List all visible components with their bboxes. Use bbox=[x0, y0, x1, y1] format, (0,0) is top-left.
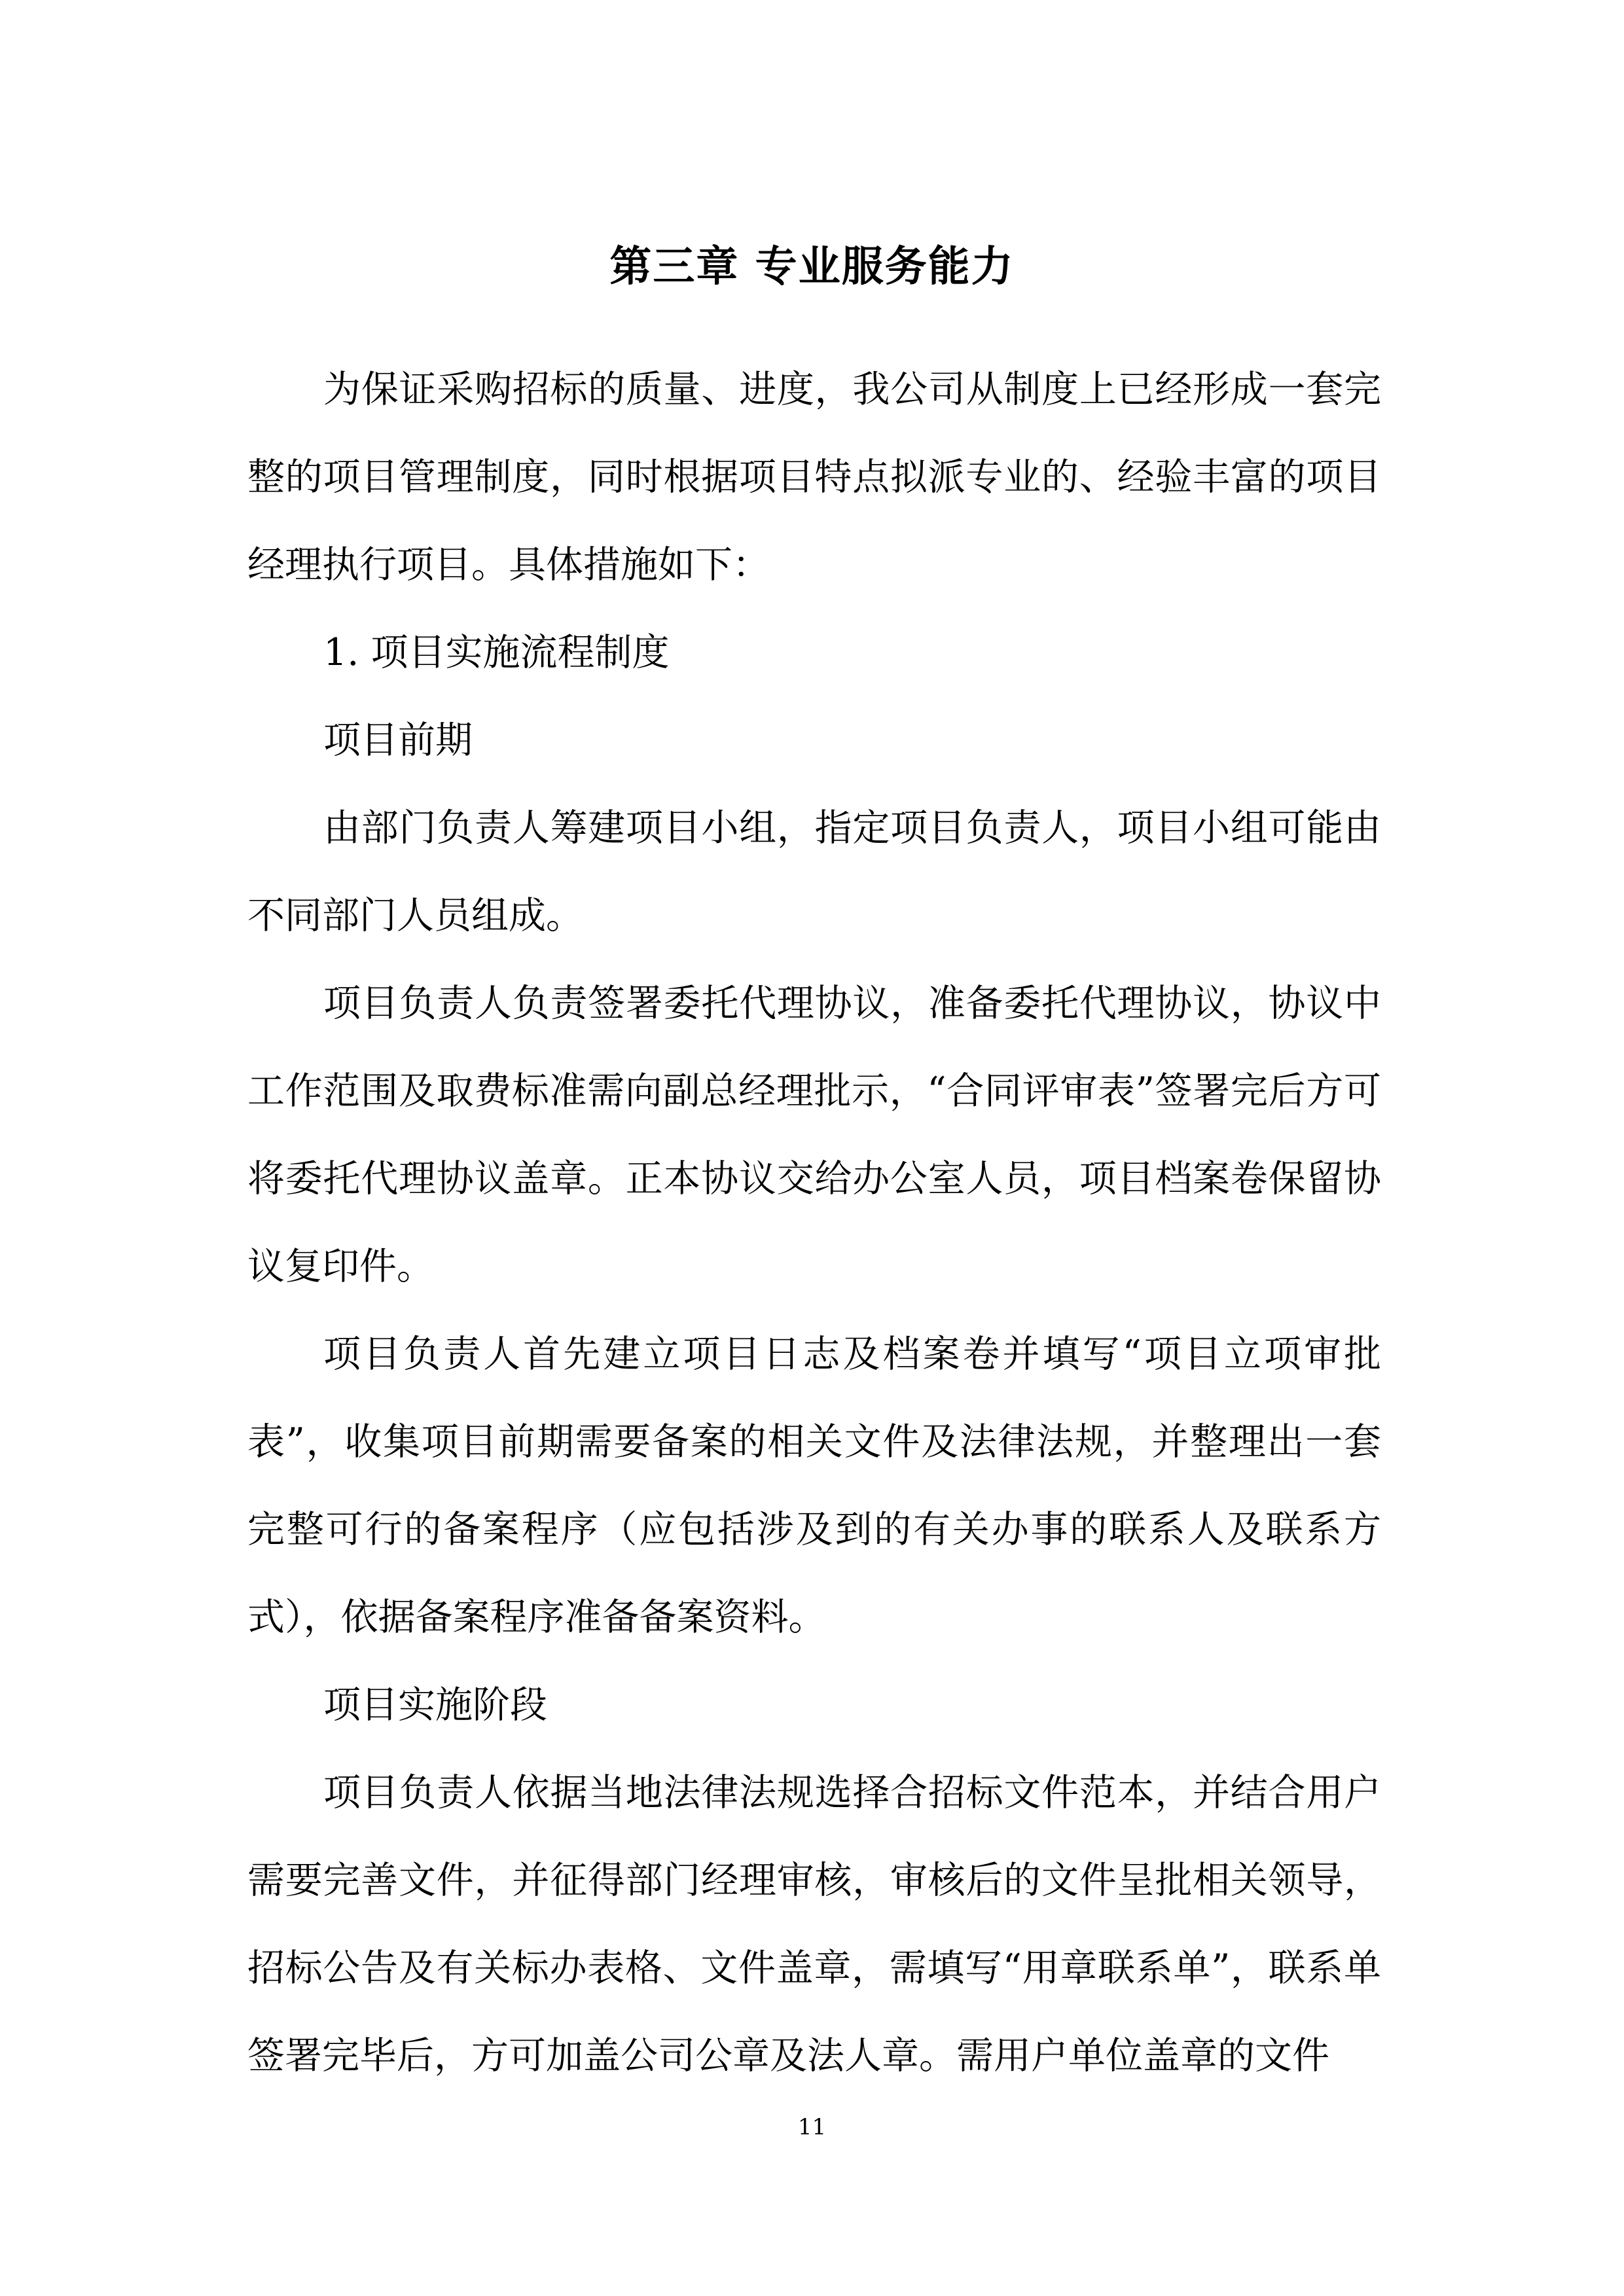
section-heading-implementation-process: 1. 项目实施流程制度 bbox=[323, 631, 670, 674]
page-number: 11 bbox=[797, 2114, 827, 2140]
subheading-project-early-stage: 项目前期 bbox=[323, 719, 473, 762]
chapter-title: 第三章 专业服务能力 bbox=[609, 242, 1015, 291]
paragraph-project-team: 由部门负责人筹建项目小组，指定项目负责人，项目小组可能由不同部门人员组成。 bbox=[247, 806, 1381, 937]
paragraph-bidding-documents: 项目负责人依据当地法律法规选择合招标文件范本，并结合用户需要完善文件，并征得部门经理审核，审核后的文件呈批相关领导，招标公告及有关标办表格、文件盖章，需填写“用章联系单”，联系单签署完毕后，方可加盖公司公章及法人章。需用户单位盖章的文件 bbox=[247, 1771, 1381, 2077]
body-text bbox=[247, 346, 1381, 2100]
paragraph-agency-agreement: 项目负责人负责签署委托代理协议，准备委托代理协议，协议中工作范围及取费标准需向副总经理批示，“合同评审表”签署完后方可将委托代理协议盖章。正本协议交给办公室人员，项目档案卷保留协议复印件。 bbox=[247, 982, 1381, 1288]
paragraph-intro: 为保证采购招标的质量、进度，我公司从制度上已经形成一套完整的项目管理制度，同时根据项目特点拟派专业的、经验丰富的项目经理执行项目。具体措施如下： bbox=[247, 368, 1381, 586]
subheading-implementation-stage: 项目实施阶段 bbox=[323, 1683, 547, 1727]
paragraph-project-log: 项目负责人首先建立项目日志及档案卷并填写“项目立项审批表”，收集项目前期需要备案的相关文件及法律法规，并整理出一套完整可行的备案程序（应包括涉及到的有关办事的联系人及联系方式），依据备案程序准备备案资料。 bbox=[247, 1333, 1381, 1639]
